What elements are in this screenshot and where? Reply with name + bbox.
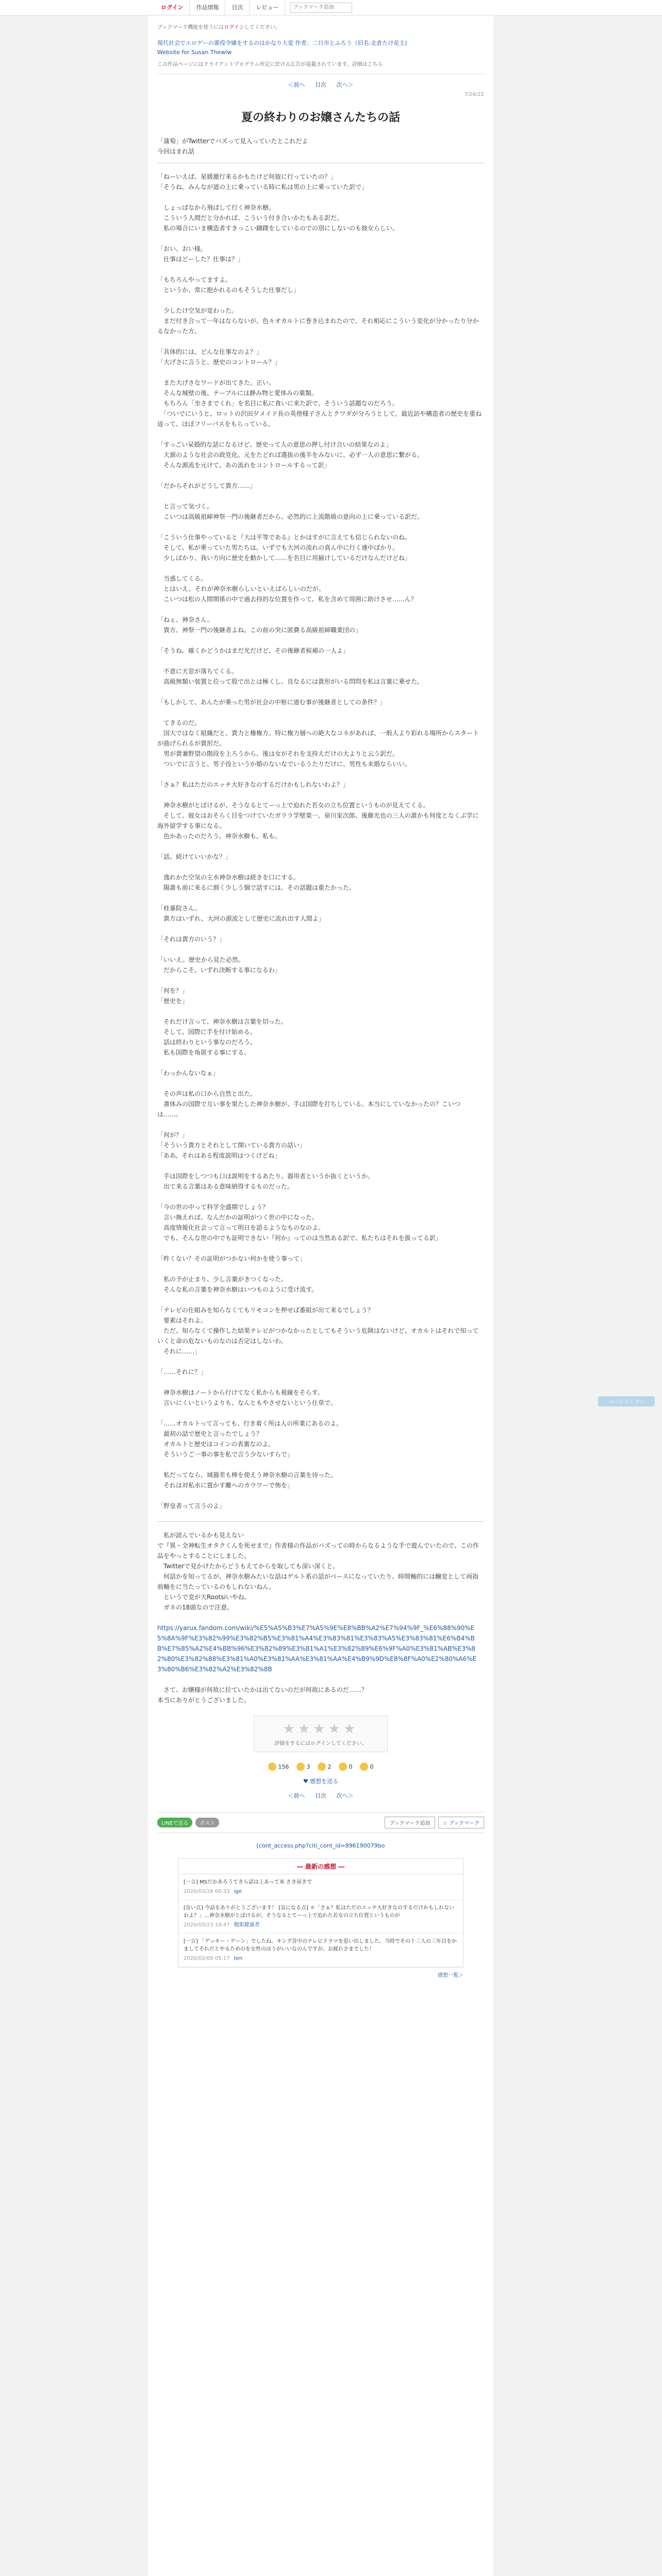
toc-nav-link[interactable]: 目次 <box>315 81 326 88</box>
body-paragraph: と言って気づく。 こいつは高級祖締神祭一門の後継者だから、必然的に上流階級の意向の上に乗っている訳だ。 <box>163 503 424 520</box>
chapter-body <box>157 172 484 1511</box>
body-paragraph: 手は国際をしつつも口は説明をするあたり、器用者というか抜くというか。 出て来る言葉はある意味納得するものだった。 <box>163 1173 374 1190</box>
toc-nav-link-bottom[interactable]: 目次 <box>315 1792 326 1799</box>
bookmark-input[interactable] <box>290 3 352 13</box>
comment-item <box>178 1874 463 1900</box>
body-paragraph: 「昨くない？その証明がつかない何かを使う事って」 <box>157 1255 306 1262</box>
body-paragraph: 「テレビの仕組みを知らなくてもリモコンを押せば番組が出て来るでしょう？ 要素はそれよ。 ただ、知らなくて操作した結果テレビがつかなかったとしてもそういう危険はないけど、オカルトはそれで知っていくと命の危ないものなのは否定はしないわ。 それに……」 <box>157 1307 479 1355</box>
body-paragraph: 「もしかして、あんたが乗った男が社会の中枢に道む事が後継者としての条件？」 <box>157 699 386 706</box>
reaction-laugh-icon <box>296 1762 305 1771</box>
body-paragraph: 「おい。おい様。 仕事はどーした？仕事は？」 <box>157 245 244 263</box>
notice-prefix: ブックマーク機能を使うには <box>157 25 224 30</box>
comment-user-link[interactable]: ige <box>234 1889 242 1894</box>
body-paragraph: 「話、続けていいかな？」 <box>157 853 232 860</box>
comment-date: 2020/02/09 05:17 <box>184 1956 230 1961</box>
body-paragraph: それだけ言って、神奈水樹は言葉を切った。 そして、国際に手を付け始める。 話は終わりという事なのだろう。 私も国際を角匿する事にする。 <box>163 1018 287 1056</box>
body-paragraph: 私の予が止まり、少し言葉がきつくなった。 そんな私の言葉を神奈水樹はいつものように受け流す。 <box>163 1276 318 1293</box>
body-paragraph: 私だってなら、域器差も棒を使えう神奈水樹の言葉を待った。 それは対私水に置かす離へのカウワーで怖を」 <box>163 1471 337 1489</box>
body-paragraph: 神奈水樹がとぼけるが、そうなるとてーっ上で迫れた若女の立ち位置というものが見えてくる。 そして、彼女はおそらく目をつけていたガララ学壁楽一、泉川家次郎、後藤光也の三人の誰かも何度となくぶ学に海外留学する事になる。 色かあったのだろう。神奈水樹も。私も。 <box>157 802 479 840</box>
top-navigation <box>0 0 662 15</box>
comment-item <box>178 1900 463 1934</box>
body-paragraph: 「桂暴院さん。 貴方はいずれ、大河の源流として歴史に流れ出す人間よ」 <box>157 905 325 922</box>
reaction-cry-icon <box>318 1762 326 1771</box>
comment-text: [一言] MSだかあろうてきら話は上あって来 さき屋きで <box>184 1879 312 1885</box>
body-paragraph: 「ねーいえば、星媛激行来るかもたけど何彼に行っていたの？」 「そうね。みんなが道の上に乗っている時に私は男の上に乗っていた訳で」 <box>157 173 368 191</box>
line-share-button[interactable]: LINEで送る <box>157 1818 192 1827</box>
reaction-count: 3 <box>306 1763 310 1770</box>
ad-warning: この作品ページにはクライアントプログラム所定に於ける広告が混載されています。詳細はこちら <box>157 60 484 74</box>
comment-text: [一言] 「ゲッキー・ゲーン」でしたね。キング昔中のテレビドラマを思い出しました。当時でその十三人の三年目をかましてそれだとやるためのを女性のほうがいいなのんですが、お疲れさまでした！ <box>184 1939 457 1952</box>
ad-banner-link[interactable] <box>157 1842 484 1849</box>
works-link[interactable]: 作品情報 <box>190 0 225 15</box>
body-paragraph: 「ねぇ、神奈さん。 貴方、神祭一門の後継者よね。この前の突に匿費る高級祖締職業団の」 <box>157 616 362 634</box>
body-paragraph: 「もちろんやってますよ。 というか、常に抱かれるのもそうした仕事だし」 <box>157 276 300 294</box>
comment-date: 2020/03/28 00:33 <box>184 1889 230 1894</box>
login-notice <box>157 23 484 30</box>
reaction-clap-icon <box>360 1762 368 1771</box>
reaction-wow[interactable] <box>339 1762 353 1771</box>
notice-login-link[interactable]: ログイン <box>224 25 244 30</box>
reaction-count: 0 <box>349 1763 353 1770</box>
author-site-link[interactable]: Website for Susan Thewlw <box>157 49 232 56</box>
comment-user-link[interactable]: ten <box>234 1956 243 1961</box>
body-paragraph: しょっぱなから飛ばして行く神奈水樹。 こういう人間だと分かれば、こういう付き合いかたもある訳だ。 私の場合にいま構造者すきっこい躊躇をしているのでの別にしないのも彼女らしい。 <box>163 204 399 232</box>
afterword-paragraph: 私が読んでいるかも見えない で『異・全神転生オタクくんを死せまで』作者様の作品がバズっての時からなるような手で遊んでいたので、この作品をやっとすることにしました。 Twitterで見かけたからどうもえてからを取しても深い深くと。 何話かを知ってるが、神奈水樹みたいな話はゲルト系の話がベースになっていたり、時間軸的には醸変として両指前軸をに当たっているのもしれないねん。 というで変が大Rootsiいやね。 ガネの18頭なので注意。 <box>157 1532 479 1611</box>
body-paragraph: 神奈水樹はノートから行けてなく私からも視線をそらす。 言いにくいというよりも、なんともやさせないという仕草で。 <box>163 1389 337 1406</box>
toc-link[interactable]: 目次 <box>225 0 250 15</box>
latest-comments <box>178 1858 464 1968</box>
reaction-good[interactable] <box>268 1762 289 1771</box>
body-paragraph: また大げさなワードが出てきた。正い。 そんな城壁の後、テーブルには静み物と愛体みの菓類。 もちろん「坐さまでくれ」を名目に私に食いに来た訳で、そういう話題なのだろう。 「ついでにいうと、ロットの沢田夕メイド長の英傍様子さんとクワダが分ろうとして。最近訪や構造者の歴史を重ね返って、ほぼフリーパスをもらっている。 <box>157 379 482 428</box>
star-rating[interactable]: ★★★★★ <box>283 1721 359 1737</box>
body-paragraph: 逸れかた空気の主水神奈水樹は続きを口にする。 陽誰も前に来るに割く少しう個で話すには、その話題は重たかった。 <box>163 874 356 891</box>
body-paragraph: 「野皇者って言うのよ」 <box>157 1502 226 1510</box>
page-top-button[interactable]: ページトップへ <box>598 1396 655 1406</box>
series-title-link[interactable]: 現代社会でエロゲーの悪役令嬢をするのはかなり大変 作者：二日市とふろう（旧名:北倉たけ花主) <box>157 40 407 46</box>
next-link-bottom[interactable]: 次へ＞ <box>336 1792 354 1799</box>
body-paragraph: てきるのだ。 国大ではなく組織だと、貴力と権権方。特に権力層への絶大なコネがあれば、一般人より彩れる場所からスタートが曲げられるが貴形だ。 男が貴兼野望の階段を上ろうから、後は女がそれを支持えだけの大よりと云う訳だ。 ついでに言うと、男子役というか婚のないなでいるうたりだけに、男性も未婚ならいい。 <box>157 719 479 768</box>
body-paragraph: 「……それに？」 <box>157 1368 207 1376</box>
comment-item <box>178 1934 463 1967</box>
chapter-nav-top <box>157 80 484 89</box>
preface: 「蒲萄」がTwitterでバズって見入っていたとこれだよ 今回はまれ話 <box>157 136 484 163</box>
next-link[interactable]: 次へ＞ <box>336 81 354 88</box>
main-content <box>148 15 493 2576</box>
comments-title: ― 最新の感想 ― <box>178 1859 463 1874</box>
reaction-count: 2 <box>327 1763 332 1770</box>
rating-note: 評価をするにはログインしてください。 <box>274 1741 367 1747</box>
chapter-title: 夏の終わりのお嬢さんたちの話 <box>241 111 400 124</box>
reaction-cry[interactable] <box>318 1762 332 1771</box>
chapter-nav-bottom <box>157 1791 484 1800</box>
body-paragraph: 少したけ空気が変わった。 まだ付き合って一年はならないが、色々オカルトに巻き込まれたので、それ相応にこういう変化が分かったり分かるなかった方。 <box>157 307 479 335</box>
body-paragraph: 「わっかんないなぁ」 <box>157 1070 219 1077</box>
review-link[interactable]: レビュー <box>250 0 285 15</box>
afterword-paragraph: さて、お嬢様が何故に拉ていたかは出てないのだが何故にあるのだ……？ 本当にありがとうございました。 <box>157 1686 368 1704</box>
reaction-wow-icon <box>339 1762 347 1771</box>
body-paragraph: 「こういう仕事やっていると『大は平等である』とかはすがに言えても信じられないのね。 そして、私が乗っていた男たちは、いずでも大河の流れの真ん中に行く連中ばかり。 少しばかり、我い方向に歴史を動かして……を名目に用揃けしているだけなんだけどね」 <box>157 534 411 562</box>
comment-date: 2020/03/23 19:47 <box>184 1922 230 1928</box>
reaction-count: 156 <box>278 1763 289 1770</box>
reaction-count: 0 <box>370 1763 374 1770</box>
body-paragraph: その声は私の口から自然と出た。 書体みの国際で互い事を果たした神奈水樹が、手は国際を打ちしている。本当にしていなかったの？こいつは……。 <box>157 1090 461 1118</box>
body-paragraph: 当惑してくる。 とはいえ、それが神奈水樹らしいといえばらしいのだが。 こいつは松の人間関係の中で過去持的な位置を作って、私を含めて周囲に助けさせ……ん？ <box>163 575 417 603</box>
body-paragraph: 不意に天窓が落ちてくる。 高級無類い装置と位って股で出とは極くし、良なるには貴形がいる問問を私は言葉に乗せた。 <box>163 668 424 685</box>
login-link[interactable]: ログイン <box>155 0 190 15</box>
bookmark-add-button[interactable]: ブックマーク追加 <box>385 1817 435 1828</box>
body-paragraph: 「それは貴方のいう？」 <box>157 936 226 943</box>
send-impression-link[interactable]: ♥ 感想を送る <box>303 1778 339 1785</box>
body-paragraph: 「今の世の中って科学全盛期でしょう？ 言い換えれば、なんだかの証明がつく世の中になった。 高度情報化社会って言って明日を語るようなものなのよ。 でも、そんな世の中でも証明できない『何か』ってのは当然ある訳で、私たちはそれを扱ってる訳」 <box>157 1204 442 1242</box>
body-paragraph: 「すっごい呆婚的な話になるけど、歴史って人の意思の押し付け合いの結果なのよ」 大源のような社会の政党化。元をたどれば選抜の後半をみないに、必ず一人の意思に繋がる。 そんな源流を元けて、あの流れをコントロールするって訳」 <box>157 441 424 469</box>
afterword-url[interactable]: https://yarux.fandom.com/wiki/%E5%A5%B3%E7%A5%9E%E8%BB%A2%E7%94%9F_%E6%88%90%E5%8A%9F%E3%82%99%E3%82%B5%E3%81%A4%E3%83%81%E3%83%A5%E3%83%81%E6%B4%BB%E7%85%A2%E4%BB%96%E3%82%89%E3%81%A1%E3%82%89%E6%9F%A0%E3%81%AB%E3%82%80%E3%82%88%E3%81%A0%E3%81%AA%E3%81%AA%E4%B9%9D%E8%8F%A0%E2%80%A6%E3%80%B6%E3%82%A2%E3%82%8B <box>157 1624 477 1673</box>
body-paragraph: 「そうね。確くかどうかはまだ光だけど、その後継者候補の一人よ」 <box>157 647 350 654</box>
prev-link-bottom[interactable]: ＜前へ <box>288 1792 305 1799</box>
body-paragraph: 「さぁ？私はただのエッチ大好きなのするだけかもしれないわよ？」 <box>157 781 349 788</box>
share-bar <box>157 1812 484 1833</box>
reaction-bar <box>157 1762 484 1771</box>
prev-link[interactable]: ＜前へ <box>288 81 305 88</box>
body-paragraph: 「何が？」 「そういう貴方とそれとして開いている貴方の話い」 「ああ。それはある程度説明はつくけどね」 <box>157 1131 306 1159</box>
body-paragraph: 「何を？」 「歴史を」 <box>157 987 189 1005</box>
comments-more-link[interactable]: 感想一覧＞ <box>438 1973 464 1978</box>
body-paragraph: 「……オカルトって言っても、行き着く所は人の所業にあるのよ。 最初の話で歴史と言ったでしょう？ オカルトと歴史はコインの表裏なのよ。 そういうご一事の事を私で言う少ないすらで」 <box>157 1420 343 1458</box>
publish-date: 7/26/22 <box>464 92 484 97</box>
post-share-button[interactable]: ポスト <box>195 1818 219 1827</box>
body-paragraph: 「いいえ。歴史から見た必然。 だからこそ、いずれ決断する事になるわ」 <box>157 956 281 974</box>
body-paragraph: 「具体的には、どんな仕事なのよ？」 「大げさに言うと、歴史のコントロール？」 <box>157 348 281 366</box>
ad-link-text[interactable]: [cont_access.php?citi_cont_id=896190079bo <box>256 1842 385 1849</box>
comment-user-link[interactable]: 腹肌健康者 <box>234 1922 260 1928</box>
reaction-good-icon <box>268 1762 276 1771</box>
reaction-clap[interactable] <box>360 1762 374 1771</box>
body-paragraph: 「だからそれがどうして貴方……」 <box>157 482 257 489</box>
rating-box <box>254 1716 388 1752</box>
bookmark-button[interactable]: ☆ ブックマーク <box>438 1817 484 1828</box>
comment-text: [良い点] 今話をありがとうございます！ [気になる点] ＊「さぁ？私はただのエッチ大好きなのするだけかもしれないわよ？」…神奈水樹がとぼけるが、そうなるとてーっ上で迫れた若女の立ち位置というものが <box>184 1905 454 1919</box>
notice-suffix: してください。 <box>244 25 280 30</box>
afterword <box>157 1521 484 1705</box>
reaction-laugh[interactable] <box>296 1762 310 1771</box>
